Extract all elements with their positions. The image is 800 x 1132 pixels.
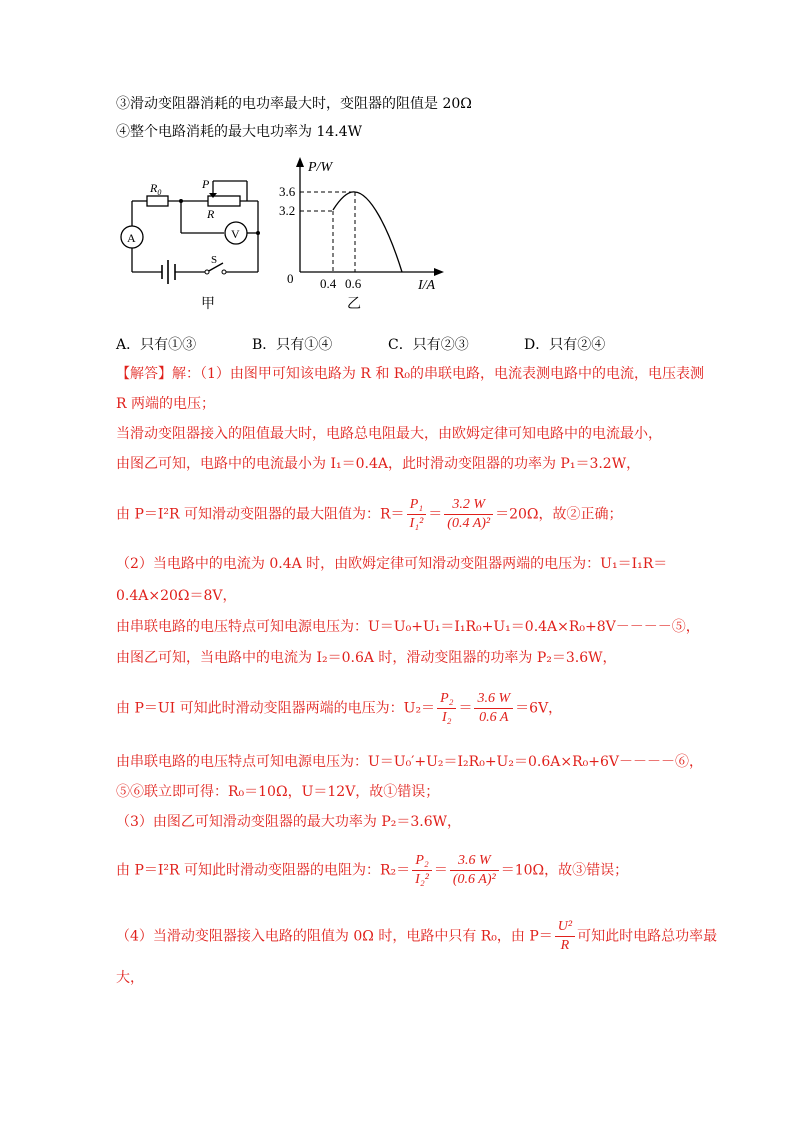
p-label: P (202, 177, 210, 191)
solution-line-6: （2）当电路中的电流为 0.4A 时，由欧姆定律可知滑动变阻器两端的电压为：U₁＝I₁R＝ (116, 556, 668, 572)
solution-line-15: （4）当滑动变阻器接入电路的阻值为 0Ω 时，电路中只有 R₀，由 P＝ $\frac{\text{U²}}{R}$ 可知此时电路总功率最 (116, 919, 718, 953)
solution-line-2: R 两端的电压； (116, 396, 215, 412)
solution-line-7: 0.4A×20Ω＝8V， (116, 588, 237, 604)
solution-line-3: 当滑动变阻器接入的阻值最大时，电路总电阻最大，由欧姆定律可知电路中的电流最小， (116, 426, 662, 442)
fraction: $\frac{3.6 W}{0.6 A}$ (474, 690, 513, 727)
r-label: R (207, 207, 215, 221)
figure-jia-caption: 甲 (201, 297, 215, 312)
fraction: $\frac{\text{U²}}{R}$ (555, 918, 575, 955)
circuit-diagram (112, 160, 272, 320)
solution-line-10: 由 P＝UI 可知此时滑动变阻器两端的电压为：U₂＝ $\frac{\text{P₂}}{\text{I₂}}$ ＝ $\frac{3.6 W}{0.6 A}$ ＝6V， (116, 691, 563, 725)
y-tick-3.2: 3.2 (279, 203, 296, 218)
solution-tag: 【解答】 (116, 366, 172, 382)
fraction: $\frac{\text{P₂}}{\text{I₂²}}$ (412, 852, 432, 889)
fraction: $\frac{3.2 W}{\text{(0.4 A)²}}$ (444, 496, 493, 533)
item-4: ④整个电路消耗的最大电功率为 14.4W (116, 124, 363, 140)
solution-line-5: 由 P＝I²R 可知滑动变阻器的最大阻值为：R＝ $\frac{\text{P₁}}{\text{I₁²}}$ ＝ $\frac{3.2 W}{\text{(0.4 A)²}}$ ＝20Ω，故②正确； (116, 497, 623, 531)
voltmeter-label: V (231, 227, 240, 241)
y-tick-3.6: 3.6 (279, 184, 296, 199)
solution-line-8: 由串联电路的电压特点可知电源电压为：U＝U₀+U₁＝I₁R₀+U₁＝0.4A×R₀+8V－－－－⑤， (116, 619, 700, 635)
solution-line-14: 由 P＝I²R 可知此时滑动变阻器的电阻为：R₂＝ $\frac{\text{P₂}}{\text{I₂²}}$ ＝ $\frac{3.6 W}{\text{(0.6 A)²}}$ ＝10Ω，故③错误； (116, 853, 629, 887)
fraction: $\frac{\text{P₂}}{\text{I₂}}$ (437, 690, 456, 727)
fraction: $\frac{3.6 W}{\text{(0.6 A)²}}$ (450, 852, 499, 889)
x-tick-0.4: 0.4 (320, 276, 337, 291)
power-current-graph (278, 155, 458, 320)
option-c: C．只有②③ (388, 337, 469, 353)
option-d: D．只有②④ (524, 337, 606, 353)
figure-yi-caption: 乙 (347, 297, 361, 312)
solution-line-13: （3）由图乙可知滑动变阻器的最大功率为 P₂＝3.6W， (116, 814, 462, 830)
ammeter-label: A (127, 231, 136, 245)
y-axis-label: P/W (308, 160, 333, 175)
solution-line-16: 大， (116, 970, 144, 986)
solution-line-9: 由图乙可知，当电路中的电流为 I₂＝0.6A 时，滑动变阻器的功率为 P₂＝3.6W， (116, 650, 617, 666)
item-3: ③滑动变阻器消耗的电功率最大时，变阻器的阻值是 20Ω (116, 96, 472, 112)
switch-label: S (211, 254, 218, 266)
solution-line-11: 由串联电路的电压特点可知电源电压为：U＝U₀′+U₂＝I₂R₀+U₂＝0.6A×R₀+6V－－－－⑥， (116, 754, 703, 770)
solution-line-4: 由图乙可知，电路中的电流最小为 I₁＝0.4A，此时滑动变阻器的功率为 P₁＝3.2W， (116, 456, 641, 472)
solution-line-1: 【解答】解：（1）由图甲可知该电路为 R 和 R₀的串联电路，电流表测电路中的电流，电压表测 (116, 366, 704, 382)
x-axis-label: I/A (418, 278, 436, 293)
solution-line-12: ⑤⑥联立即可得：R₀＝10Ω，U＝12V，故①错误； (116, 784, 440, 800)
x-tick-0.6: 0.6 (345, 276, 362, 291)
fraction: $\frac{\text{P₁}}{\text{I₁²}}$ (407, 496, 427, 533)
r0-label: $R_0$ (150, 181, 162, 197)
option-a: A．只有①③ (116, 337, 197, 353)
origin-label: 0 (287, 271, 294, 286)
option-b: B．只有①④ (252, 337, 333, 353)
